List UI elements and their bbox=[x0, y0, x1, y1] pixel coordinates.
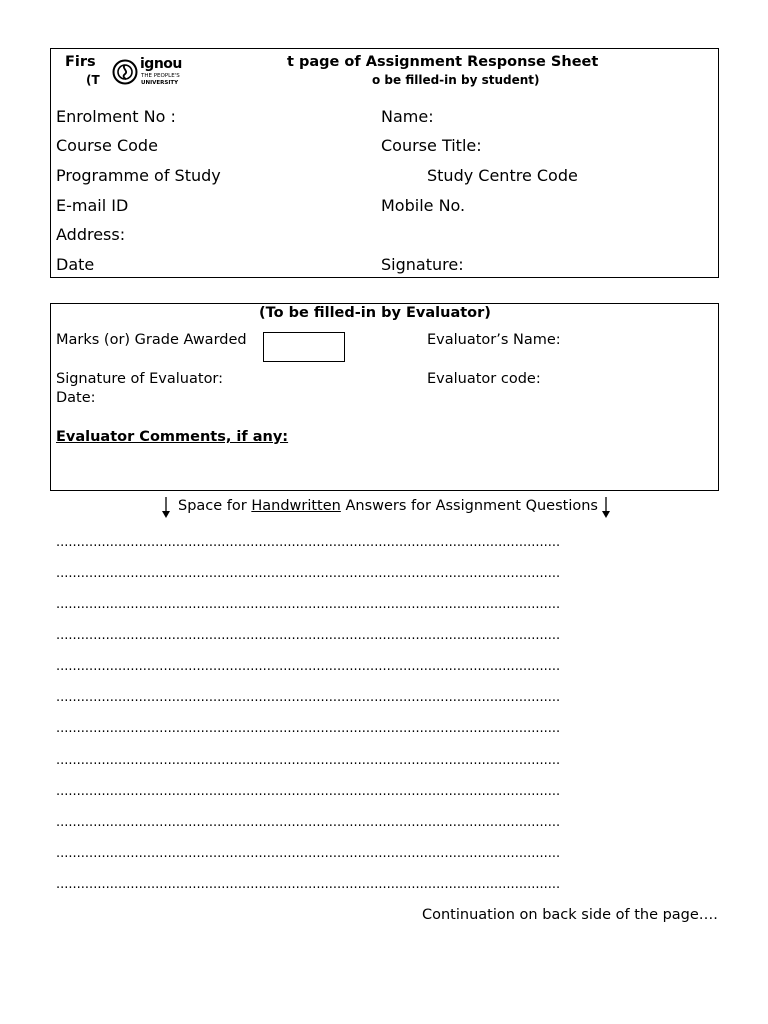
answer-space-emphasis: Handwritten bbox=[251, 498, 341, 514]
header-title-left: Firs bbox=[65, 54, 96, 70]
answer-line[interactable]: .......................................................................................................................... bbox=[56, 815, 561, 830]
answer-space-suffix: Answers for Assignment Questions bbox=[340, 498, 598, 514]
name-label: Name: bbox=[381, 107, 434, 126]
header-sub-left: (T bbox=[86, 73, 100, 87]
answer-line[interactable]: .......................................................................................................................... bbox=[56, 659, 561, 674]
ignou-logo bbox=[112, 56, 184, 88]
marks-input-box[interactable] bbox=[263, 332, 345, 362]
answer-line[interactable]: .......................................................................................................................... bbox=[56, 721, 561, 736]
answer-line[interactable]: .......................................................................................................................... bbox=[56, 566, 561, 581]
down-arrow-icon bbox=[161, 497, 171, 519]
answer-line[interactable]: .......................................................................................................................... bbox=[56, 846, 561, 861]
address-label: Address: bbox=[56, 225, 126, 244]
signature-label: Signature: bbox=[381, 255, 464, 274]
course-title-label: Course Title: bbox=[381, 136, 482, 155]
ignou-emblem-icon bbox=[112, 59, 138, 85]
mobile-label: Mobile No. bbox=[381, 196, 466, 215]
answer-line[interactable]: .......................................................................................................................... bbox=[56, 535, 561, 550]
email-label: E-mail ID bbox=[56, 196, 129, 215]
answer-space-caption bbox=[178, 498, 598, 514]
evaluator-title: (To be filled-in by Evaluator) bbox=[259, 305, 491, 321]
evaluator-code-label: Evaluator code: bbox=[427, 371, 541, 387]
evaluator-signature-label: Signature of Evaluator: bbox=[56, 371, 224, 387]
student-info-box bbox=[50, 48, 719, 278]
marks-label: Marks (or) Grade Awarded bbox=[56, 332, 247, 348]
answer-line[interactable]: .......................................................................................................................... bbox=[56, 628, 561, 643]
programme-label: Programme of Study bbox=[56, 166, 221, 185]
answer-line[interactable]: .......................................................................................................................... bbox=[56, 753, 561, 768]
evaluator-date-label: Date: bbox=[56, 390, 96, 406]
answer-line[interactable]: .......................................................................................................................... bbox=[56, 690, 561, 705]
answer-line[interactable]: .......................................................................................................................... bbox=[56, 877, 561, 892]
study-centre-label: Study Centre Code bbox=[427, 166, 578, 185]
header-sub-right: o be filled-in by student) bbox=[372, 73, 540, 87]
continuation-note: Continuation on back side of the page…. bbox=[422, 907, 718, 923]
evaluator-comments-label: Evaluator Comments, if any: bbox=[56, 429, 289, 445]
evaluator-box bbox=[50, 303, 719, 491]
logo-line2: UNIVERSITY bbox=[141, 80, 179, 86]
header-title-right: t page of Assignment Response Sheet bbox=[287, 54, 599, 70]
down-arrow-icon bbox=[601, 497, 611, 519]
answer-line[interactable]: .......................................................................................................................... bbox=[56, 784, 561, 799]
evaluator-name-label: Evaluator’s Name: bbox=[427, 332, 561, 348]
logo-wordmark: ignou bbox=[140, 56, 182, 72]
course-code-label: Course Code bbox=[56, 136, 158, 155]
enrolment-label: Enrolment No : bbox=[56, 107, 176, 126]
answer-space-prefix: Space for bbox=[178, 498, 252, 514]
logo-line1: THE PEOPLE'S bbox=[141, 73, 180, 79]
date-label: Date bbox=[56, 255, 95, 274]
answer-line[interactable]: .......................................................................................................................... bbox=[56, 597, 561, 612]
